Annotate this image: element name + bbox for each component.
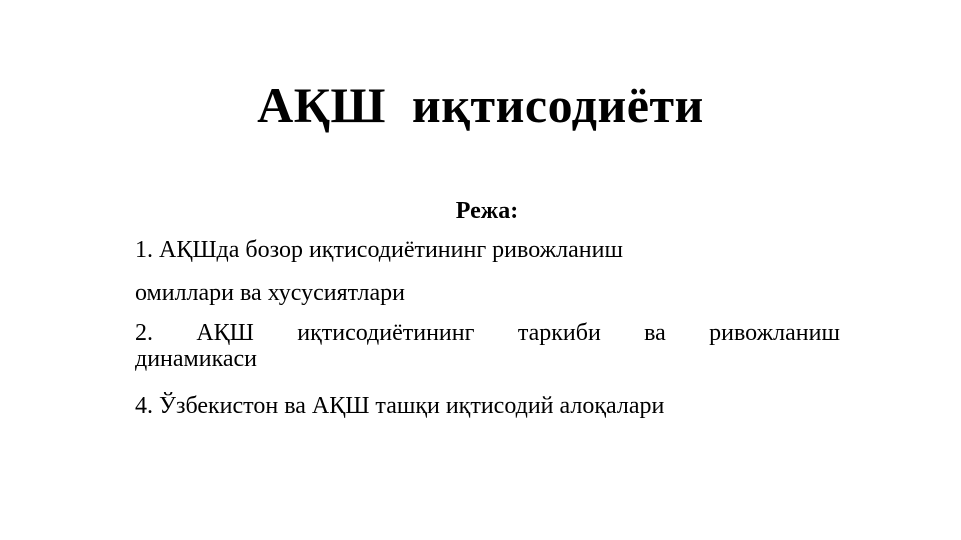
plan-heading: Режа: (455, 198, 519, 224)
plan-item-1-continuation: омиллари ва хусусиятлари (135, 280, 406, 306)
plan-item-2-word: ривожланиш (709, 320, 840, 346)
plan-item-2-continuation: динамикаси (135, 346, 258, 372)
plan-item-2-word: АҚШ (196, 320, 254, 346)
plan-item-2 (135, 318, 840, 374)
plan-item-1: 1. АҚШда бозор иқтисодиётининг ривожланиш (135, 237, 623, 263)
plan-item-2-word: иқтисодиётининг (297, 320, 475, 346)
plan-item-2-word: ва (644, 320, 666, 346)
plan-item-2-word: таркиби (517, 320, 601, 346)
plan-item-2-word: 2. (135, 320, 153, 346)
slide-title: АҚШ иқтисодиёти (257, 77, 704, 133)
plan-item-4: 4. Ўзбекистон ва АҚШ ташқи иқтисодий алоқалари (135, 393, 665, 419)
